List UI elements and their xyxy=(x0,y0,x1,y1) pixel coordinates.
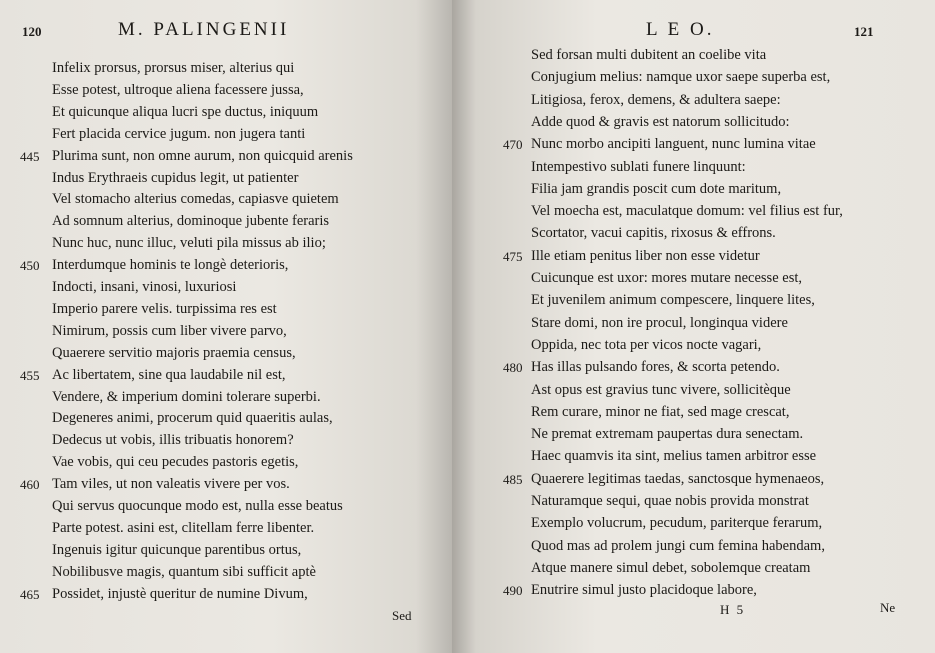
verse-line: Degeneres animi, procerum quid quaeritis aulas, xyxy=(52,410,333,427)
verse-line: Qui servus quocunque modo est, nulla esse beatus xyxy=(52,498,343,514)
line-number: 475 xyxy=(503,248,523,264)
verse-line: Conjugium melius: namque uxor saepe superba est, xyxy=(531,69,831,86)
verse-line: Exemplo volucrum, pecudum, pariterque ferarum, xyxy=(531,515,823,532)
right-page xyxy=(452,0,935,653)
verse-line: Nunc huc, nunc illuc, veluti pila missus ab ilio; xyxy=(52,235,326,252)
verse-line: Scortator, vacui capitis, rixosus & effrons. xyxy=(531,225,776,242)
verse-line: Nunc morbo ancipiti languent, nunc lumina vitae xyxy=(531,136,816,153)
line-number: 445 xyxy=(20,148,40,164)
verse-line: Et quicunque aliqua lucri spe ductus, iniquum xyxy=(52,103,319,120)
verse-line: Naturamque sequi, quae nobis provida monstrat xyxy=(531,493,809,509)
verse-line: Plurima sunt, non omne aurum, non quicquid arenis xyxy=(52,147,353,164)
verse-line: Filia jam grandis poscit cum dote maritum, xyxy=(531,180,782,197)
verse-line: Nobilibusve magis, quantum sibi sufficit aptè xyxy=(52,563,316,580)
verse-line: Et juvenilem animum compescere, linquere lites, xyxy=(531,292,815,309)
catchword: Sed xyxy=(392,608,412,623)
verse-line: Tam viles, ut non valeatis vivere per vos. xyxy=(52,476,290,493)
verse-line: Adde quod & gravis est natorum sollicitudo: xyxy=(531,113,790,130)
verse-line: Vel moecha est, maculatque domum: vel filius est fur, xyxy=(531,203,843,220)
signature-mark: H 5 xyxy=(720,602,746,617)
catchword: Ne xyxy=(880,600,896,615)
verse-line: Stare domi, non ire procul, longinqua videre xyxy=(531,314,788,331)
verse-line: Dedecus ut vobis, illis tribuatis honorem? xyxy=(52,432,294,449)
verse-line: Parte potest. asini est, clitellam ferre libenter. xyxy=(52,519,315,536)
verse-line: Ingenuis igitur quicunque parentibus ortus, xyxy=(52,541,302,558)
verse-line: Litigiosa, ferox, demens, & adultera saepe: xyxy=(531,91,781,108)
verse-line: Intempestivo sublati funere linquunt: xyxy=(531,158,746,175)
verse-line: Nimirum, possis cum liber vivere parvo, xyxy=(52,322,287,339)
line-number: 460 xyxy=(20,477,40,493)
verse-line: Possidet, injustè queritur de numine Divum, xyxy=(52,585,308,602)
verse-line: Vendere, & imperium domini tolerare superbi. xyxy=(52,388,321,405)
line-number: 470 xyxy=(503,137,523,153)
verse-line: Fert placida cervice jugum. non jugera tanti xyxy=(52,125,306,142)
running-head: M. PALINGENII xyxy=(118,19,290,40)
verse-line: Vel stomacho alterius comedas, capiasve quietem xyxy=(52,191,339,208)
verse-line: Atque manere simul debet, sobolemque creatam xyxy=(531,559,811,576)
verse-line: Haec quamvis ita sint, melius tamen arbitror esse xyxy=(531,448,817,465)
verse-line: Ne premat extremam paupertas dura senectam. xyxy=(531,426,804,443)
verse-line: Enutrire simul justo placidoque labore, xyxy=(531,582,757,599)
verse-line: Infelix prorsus, prorsus miser, alterius qui xyxy=(52,60,295,76)
line-number: 465 xyxy=(20,586,40,602)
running-head: L E O. xyxy=(646,19,715,40)
verse-line: Quod mas ad prolem jungi cum femina habendam, xyxy=(531,537,825,554)
line-number: 455 xyxy=(20,367,40,383)
line-number: 485 xyxy=(503,471,523,487)
verse-line: Ille etiam penitus liber non esse videtur xyxy=(531,247,760,264)
verse-line: Imperio parere velis. turpissima res est xyxy=(52,300,277,317)
verse-line: Esse potest, ultroque aliena facessere jussa, xyxy=(52,81,304,98)
verse-line: Ad somnum alterius, dominoque jubente feraris xyxy=(52,213,330,230)
page-number: 120 xyxy=(22,24,42,39)
line-number: 480 xyxy=(503,360,523,376)
verse-line: Indus Erythraeis cupidus legit, ut patienter xyxy=(52,169,299,186)
verse-line: Interdumque hominis te longè deterioris, xyxy=(52,257,289,274)
verse-line: Ac libertatem, sine qua laudabile nil est, xyxy=(52,366,286,383)
line-number: 450 xyxy=(20,258,40,274)
verse-line: Oppida, nec tota per vicos nocte vagari, xyxy=(531,336,762,353)
left-page xyxy=(0,0,452,653)
verse-line: Rem curare, minor ne fiat, sed mage crescat, xyxy=(531,403,790,420)
verse-line: Quaerere servitio majoris praemia census, xyxy=(52,344,296,361)
verse-line: Vae vobis, qui ceu pecudes pastoris egetis, xyxy=(52,454,299,471)
verse-line: Quaerere legitimas taedas, sanctosque hymenaeos, xyxy=(531,470,825,487)
line-number: 490 xyxy=(503,583,523,599)
verse-line: Has illas pulsando fores, & scorta petendo. xyxy=(531,359,780,376)
page-number: 121 xyxy=(854,24,874,39)
verse-line: Cuicunque est uxor: mores mutare necesse est, xyxy=(531,270,802,286)
verse-line: Sed forsan multi dubitent an coelibe vita xyxy=(531,47,767,63)
verse-line: Ast opus est gravius tunc vivere, sollicitèque xyxy=(531,381,791,398)
verse-line: Indocti, insani, vinosi, luxuriosi xyxy=(52,279,237,295)
